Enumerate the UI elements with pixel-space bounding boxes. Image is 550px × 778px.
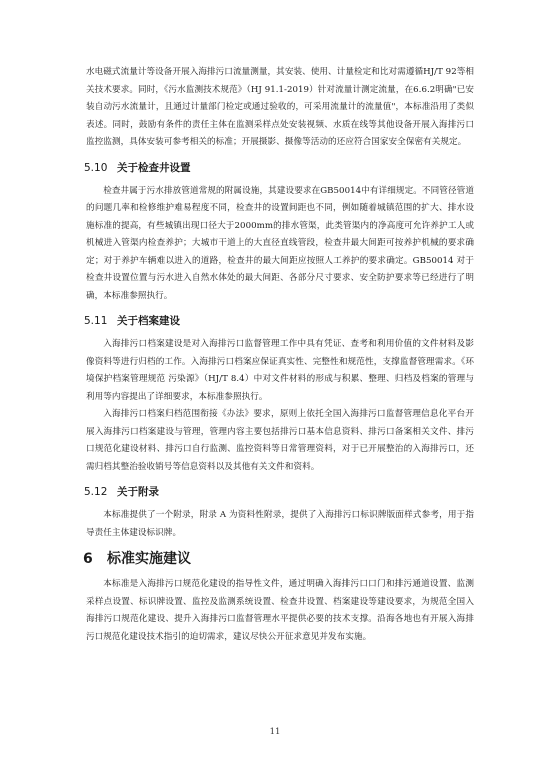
- page-body: [83, 64, 474, 646]
- chapter-paragraph: 本标准是入海排污口规范化建设的指导性文件，通过明确入海排污口口门和排污通道设置、监测采样点设置、标识牌设置、监控及监测系统设置、检查井设置、档案建设等建设要求，为规范全国入海排污口规范化建设、提升入海排污口监督管理水平提供必要的技术支撑。沿海各地也有开展入海排污口规范化建设技术指引的迫切需求，建议尽快公开征求意见并发布实施。: [86, 579, 474, 642]
- section-title: 关于档案建设: [117, 315, 180, 327]
- section-number: 5.10: [84, 161, 108, 174]
- section-paragraph: 入海排污口档案归档范围衔接《办法》要求，原则上依托全国入海排污口监督管理信息化平台开展入海排污口档案建设与管理，管理内容主要包括排污口基本信息资料、排污口备案相关文件、排污口规范化建设材料、排污口自行监测、监控资料等日常管理资料，对于已开展整治的入海排污口，还需归档其整治验收销号等信息资料以及其他有关文件和资料。: [86, 409, 474, 472]
- intro-paragraph: 水电磁式流量计等设备开展入海排污口流量测量，其安装、使用、计量检定和比对需遵循HJ/T 92等相关技术要求。同时，《污水监测技术规范》（HJ 91.1-2019）针对流量计测定流量，在6.6.2明确"已安装自动污水流量计，且通过计量部门检定或通过验收的，可采用流量计的流量值"，本标准沿用了类似表述。同时，鼓励有条件的责任主体在监测采样点处安装视频、水质在线等其他设备开展入海排污口监控监测，具体安装可参考相关的标准；开展摄影、摄像等活动的还应符合国家安全保密有关规定。: [86, 67, 474, 147]
- section-paragraph: 入海排污口档案建设是对入海排污口监督管理工作中具有凭证、查考和利用价值的文件材料及影像资料等进行归档的工作。入海排污口档案应保证真实性、完整性和规范性，支撑监督管理需求。《环境保护档案管理规范 污染源》（HJ/T 8.4）中对文件材料的形成与积累、整理、归档及档案的管理与利用等内容提出了详细要求，本标准参照执行。: [86, 339, 474, 402]
- section-number: 5.12: [84, 486, 108, 498]
- section-5-10: [86, 161, 474, 306]
- chapter-heading: [83, 550, 474, 568]
- section-heading: [86, 485, 474, 499]
- section-5-12: [86, 485, 474, 542]
- section-heading: [86, 314, 474, 328]
- chapter-title: 标准实施建议: [107, 551, 191, 567]
- section-paragraph: 本标准提供了一个附录，附录 A 为资料性附录，提供了入海排污口标识牌版面样式参考，用于指导责任主体建设标识牌。: [86, 510, 474, 538]
- section-number: 5.11: [84, 315, 108, 327]
- section-title: 关于附录: [117, 486, 159, 498]
- section-5-11: [86, 314, 474, 476]
- page-number: 11: [269, 727, 281, 737]
- section-paragraph: 检查井属于污水排放管道常规的附属设施，其建设要求在GB50014中有详细规定。不同管径管道的问题几率和检修维护难易程度不同，检查井的设置间距也不同，例如随着城镇范围的扩大、排水设施标准的提高，有些城镇出现口径大于2000mm的排水管渠，此类管渠内的净高度可允许养护工人或机械进入管渠内检查养护；大城市干道上的大直径直线管段，检查井最大间距可按养护机械的要求确定；对于养护车辆难以进入的道路，检查井的最大间距应按照人工养护的要求确定。GB50014 对于检查井设置位置与污水进入自然水体处的最大间距、各部分尺寸要求、安全防护要求等已经进行了明确，本标准参照执行。: [86, 185, 474, 301]
- section-title: 关于检查井设置: [117, 161, 191, 174]
- section-heading: [86, 161, 474, 175]
- chapter-number: 6: [83, 551, 93, 567]
- chapter-6: [83, 550, 474, 646]
